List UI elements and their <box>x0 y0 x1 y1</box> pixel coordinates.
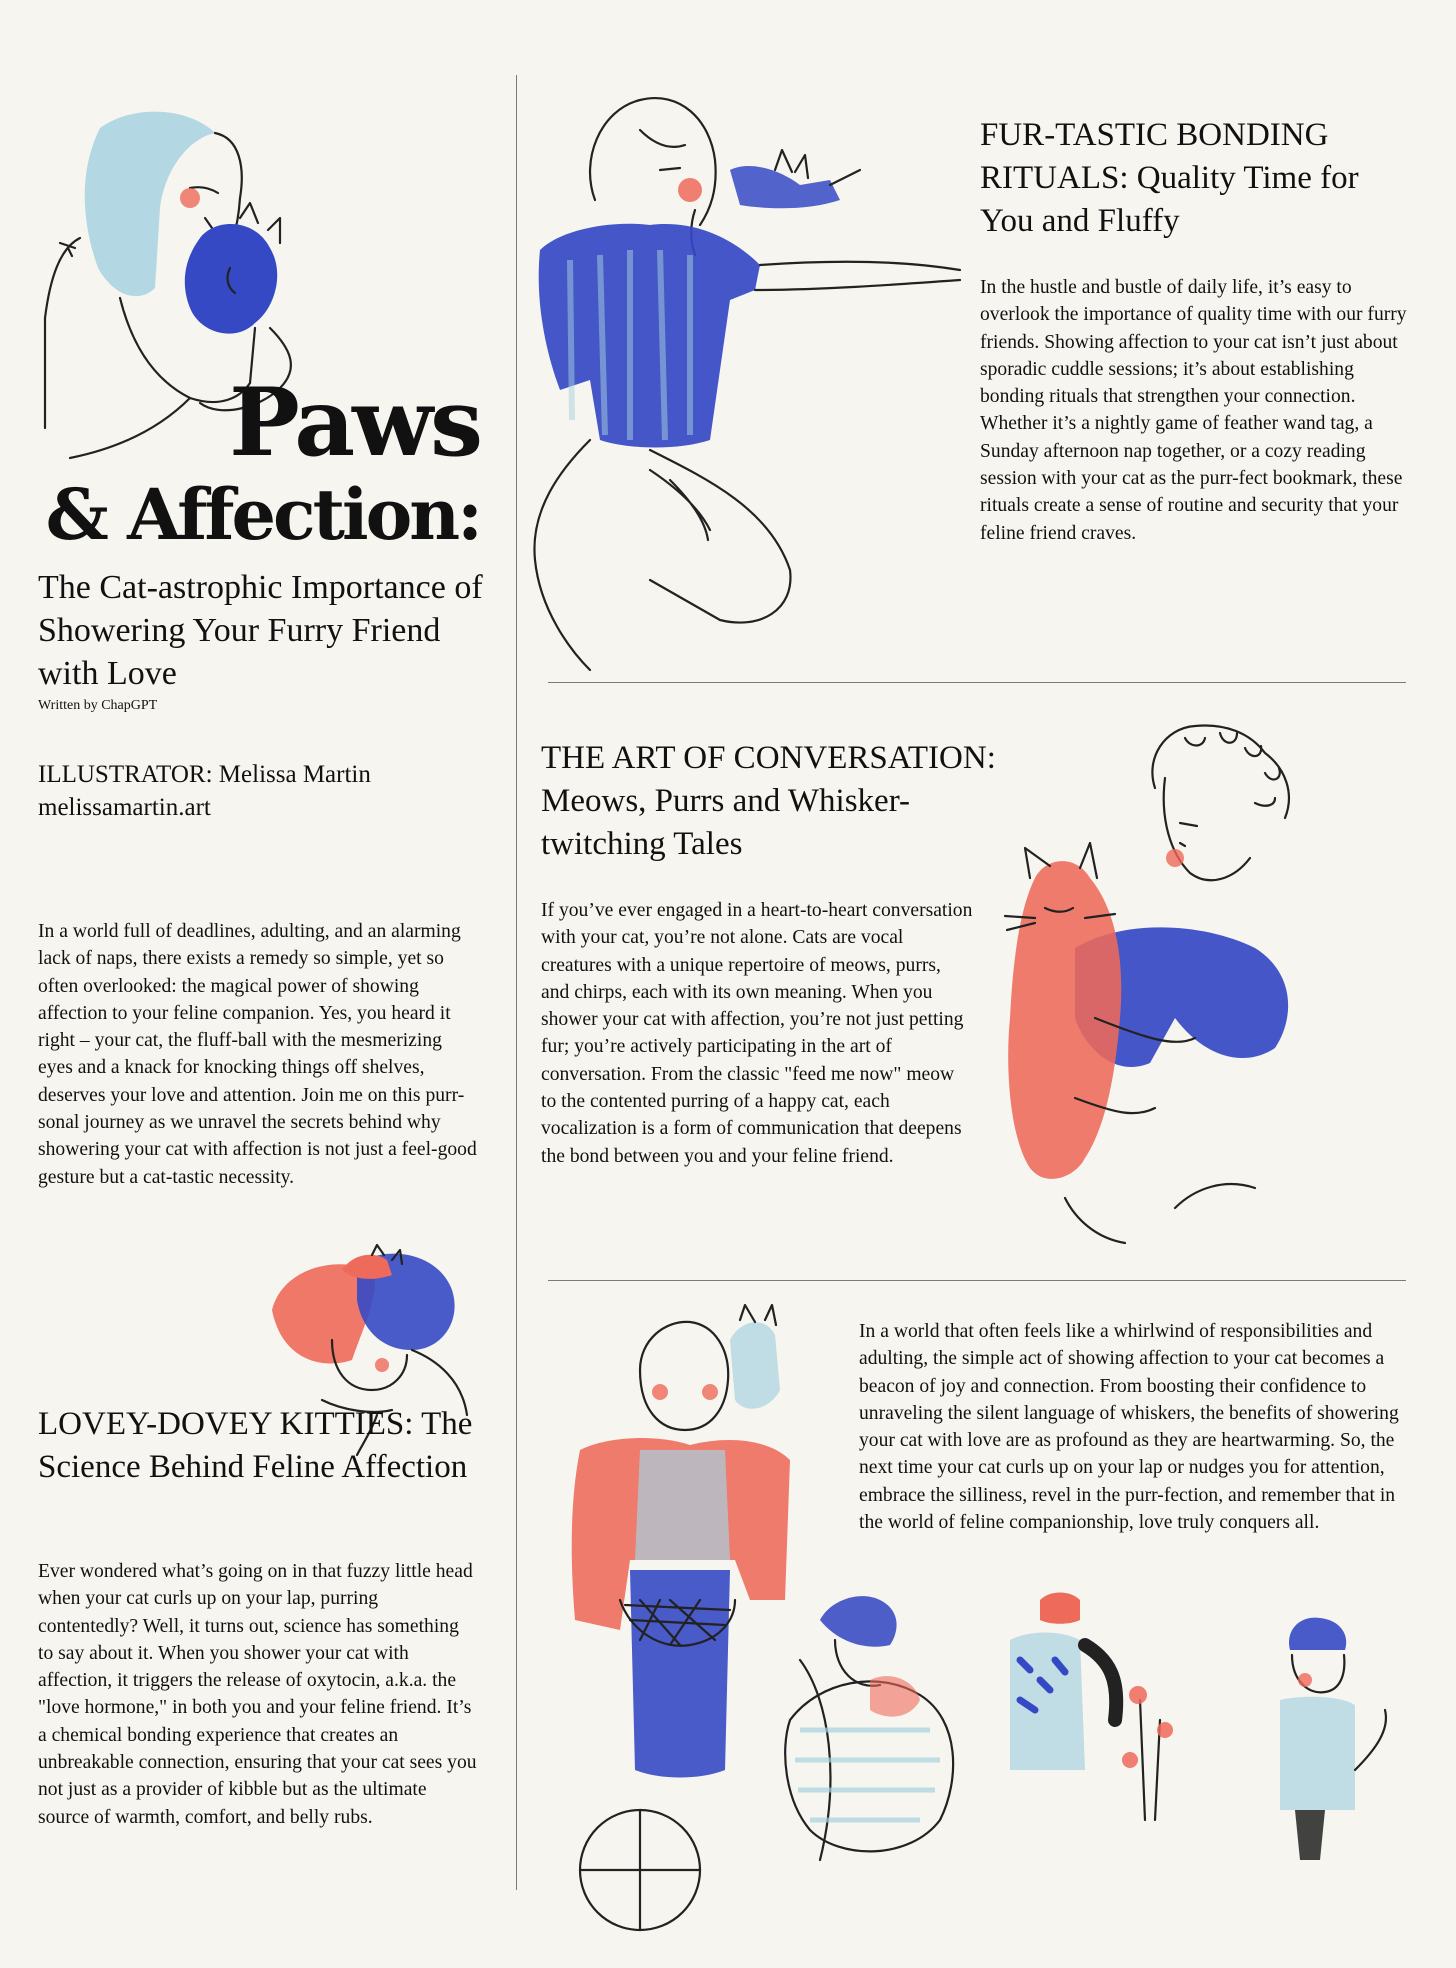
illustrator-credit <box>38 758 488 824</box>
title-line-2: & Affection: <box>45 473 480 556</box>
bonding-heading: FUR-TASTIC BONDING RITUALS: Quality Time for You and Fluffy <box>980 117 1359 239</box>
person-with-cat-on-shoulder-illustration <box>530 90 970 670</box>
subtitle: The Cat-astrophic Importance of Showering Your Furry Friend with Love <box>38 569 483 692</box>
title-line-1: Paws <box>229 368 480 478</box>
conversation-heading: THE ART OF CONVERSATION: Meows, Purrs and Whisker-twitching Tales <box>541 740 996 862</box>
science-heading: LOVEY-DOVEY KITTIES: The Science Behind Feline Affection <box>38 1406 473 1485</box>
byline: Written by ChapGPT <box>38 698 158 713</box>
closing-paragraph: In a world that often feels like a whirlwind of responsibilities and adulting, the simple act of showing affection to your cat becomes a beacon of joy and connection. From boosting their confidence to unraveling the silent language of whiskers, the benefits of showering your cat with love are as profound as they are heartwarming. So, the next time your cat curls up on your lap or nudges you for attention, embrace the silliness, revel in the purr-fection, and remember that in the world of feline companionship, love truly conquers all. <box>859 1321 1399 1534</box>
section-divider <box>548 1280 1406 1281</box>
illustrator-name: ILLUSTRATOR: Melissa Martin <box>38 761 371 788</box>
intro-paragraph: In a world full of deadlines, adulting, and an alarming lack of naps, there exists a remedy so simple, yet so often overlooked: the magical power of showing affection to your feline companion. Yes, you heard it right – your cat, the fluff-ball with the mesmerizing eyes and a knack for knocking things off shelves, deserves your love and attention. Join me on this purr-sonal journey as we unravel the secrets behind why showering your cat with affection is not just a feel-good gesture but a cat-tastic necessity. <box>38 921 477 1188</box>
column-divider <box>516 75 517 1890</box>
section-divider <box>548 682 1406 683</box>
illustrator-website: melissamartin.art <box>38 794 211 821</box>
person-holding-cat-illustration <box>975 718 1405 1248</box>
bonding-body: In the hustle and bustle of daily life, it’s easy to overlook the importance of quality time with our furry friends. Showing affection to your cat isn’t just about sporadic cuddle sessions; it’s about establishing bonding rituals that strengthen your connection. Whether it’s a nightly game of feather wand tag, a Sunday afternoon nap together, or a cozy reading session with your cat as the purr-fect bookmark, these rituals create a sense of routine and security that your feline friend craves. <box>980 277 1407 544</box>
conversation-body: If you’ve ever engaged in a heart-to-heart conversation with your cat, you’re not alone. Cats are vocal creatures with a unique repertoire of meows, purrs, and chirps, each with its own meaning. When you shower your cat with affection, you’re not just petting fur; you’re actively participating in the art of conversation. From the classic "feed me now" meow to the contented purring of a happy cat, each vocalization is a form of communication that deepens the bond between you and your feline friend. <box>541 900 973 1167</box>
science-body: Ever wondered what’s going on in that fuzzy little head when your cat curls up on your lap, purring contentedly? Well, it turns out, science has something to say about it. When you shower your cat with affection, it triggers the release of oxytocin, a.k.a. the "love hormone," in both you and your feline friend. It’s a chemical bonding experience that creates an unbreakable connection, ensuring that your cat sees you not just as a provider of kibble but as the ultimate source of warmth, comfort, and belly rubs. <box>38 1561 477 1828</box>
